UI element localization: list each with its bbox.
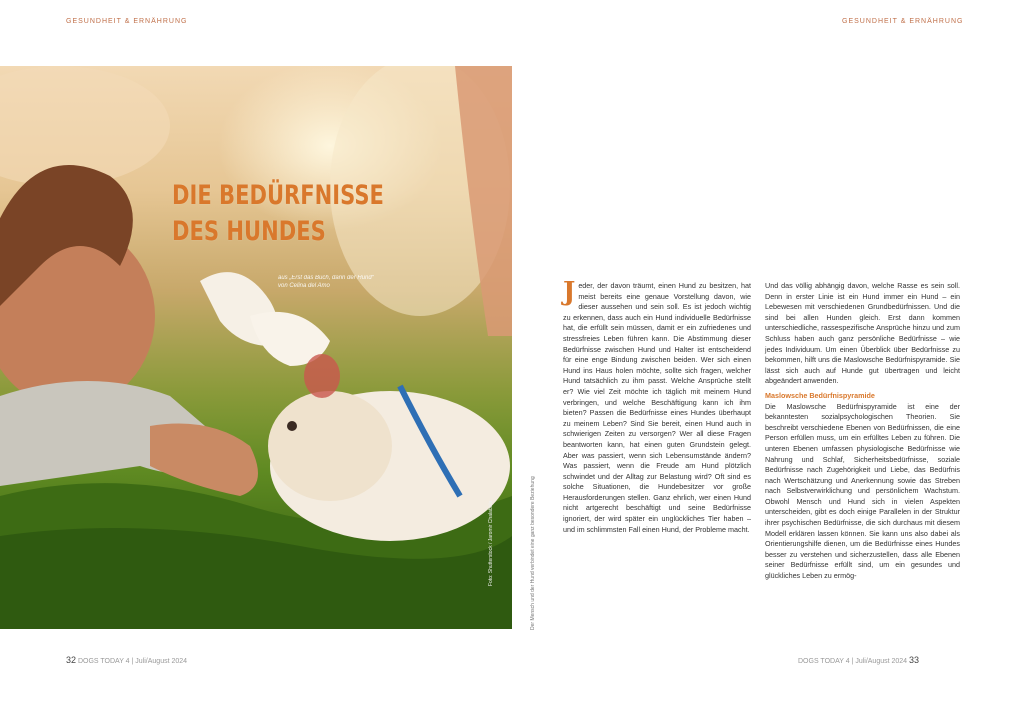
subtitle-source: aus „Erst das Buch, dann der Hund“	[278, 275, 374, 281]
page-number-right: 33	[909, 655, 920, 665]
drop-cap: J	[563, 277, 576, 307]
photo-illustration	[0, 66, 512, 629]
section-subhead: Maslowsche Bedürfnispyramide	[765, 390, 875, 400]
text-column-1	[563, 277, 751, 535]
article-subtitle	[278, 274, 374, 290]
column-2-body-a: Und das völlig abhängig davon, welche Rasse es sein soll. Denn in erster Linie ist ein Hund immer ein Hund – ein Lebewesen mit verschiedenen Grundbedürfnissen. Und die sind bei allen Hunden gleich. Erst dann kommen unterschiedliche, rassespezifische Ansprüche hinzu und zum Schluss haben auch ganz persönliche Bedürfnisse – wie jedes Individuum. Um einen Überblick über Bedürfnisse zu bekommen, hilft uns die Maslowsche Bedürfnispyramide. Sie lässt sich auch auf Hunde gut übertragen und leicht abgeändert anwenden.	[765, 281, 960, 386]
page-number-left: 32	[66, 655, 77, 665]
side-caption: Der Mensch und der Hund verbindet eine ganz besondere Beziehung	[530, 476, 536, 630]
footer-left	[66, 655, 187, 665]
article-title-line2: DES HUNDES	[172, 216, 326, 247]
article-title	[172, 178, 384, 250]
photo-credit: Foto: Shutterstock / Jaromir Chalabala	[488, 500, 494, 586]
footer-right-text: DOGS TODAY 4 | Juli/August 2024	[798, 658, 908, 665]
footer-left-text: DOGS TODAY 4 | Juli/August 2024	[77, 658, 188, 665]
running-head-left: GESUNDHEIT & ERNÄHRUNG	[66, 18, 188, 25]
footer-right	[798, 655, 919, 665]
running-head-right: GESUNDHEIT & ERNÄHRUNG	[842, 18, 964, 25]
text-column-2	[765, 281, 960, 582]
column-1-body: eder, der davon träumt, einen Hund zu besitzen, hat meist bereits eine genaue Vorstellung davon, wie dieser aussehen und sein soll. Es ist jedoch wichtig zu erkennen, dass auch ein Hund individuelle Bedürfnisse hat, die erfüllt sein müssen, damit er ein zufriedenes und stressfreies Leben führen kann. Die Abstimmung dieser Bedürfnisse zwischen Hund und Halter ist entscheidend für eine enge Bindung zwischen beiden. Wer sich einen Hund ins Haus holen möchte, sollte sich fragen, welcher Hund tatsächlich zu ihm passt. Welche Ansprüche stellt er? Wie viel Zeit möchte ich täglich mit meinem Hund verbringen, und welche Beschäftigung kann ich ihm bieten? Passen die Bedürfnisse eines Hundes überhaupt zu meinem Leben? Sind Sie bereit, einen Hund auch in schwierigen Zeiten zu versorgen? Wer all diese Fragen beantworten kann, hat einen guten Grundstein gelegt. Aber was passiert, wenn sich Lebensumstände ändern? Was passiert, wenn die Freude am Hund plötzlich schwindet und der Alltag zur Belastung wird? Oft sind es solche Situationen, die Hundebesitzer vor große Herausforderungen stellen. Ganz ehrlich, wer einen Hund nicht artgerecht beschäftigt und seine Bedürfnisse ignoriert, der wird später ein unglückliches Tier haben – und im schlimmsten Fall einen Hund, der Probleme macht.	[563, 281, 751, 534]
subtitle-author: von Celina del Amo	[278, 283, 330, 289]
article-title-line1: DIE BEDÜRFNISSE	[172, 180, 384, 211]
hero-photo	[0, 66, 512, 629]
column-2-body-b: Die Maslowsche Bedürfnispyramide ist eine der bekanntesten sozialpsychologischen Theorien. Sie beschreibt verschiedene Ebenen von Bedürfnissen, die eine Person erfüllen muss, um ein erfülltes Leben zu führen. Die unteren Ebenen umfassen physiologische Bedürfnisse wie Nahrung und Schlaf, Sicherheitsbedürfnisse, soziale Bedürfnisse nach Zugehörigkeit und Liebe, das Bedürfnis nach Wertschätzung und Anerkennung sowie das Streben nach Selbstverwirklichung und persönlichem Wachstum. Obwohl Mensch und Hund sich in vielen Aspekten unterscheiden, gibt es doch einige Parallelen in der Struktur ihrer psychischen Bedürfnisse, die sich durchaus mit diesem Modell erklären lassen können. Sie kann uns also dabei als Orientierungshilfe dienen, um die Bedürfnisse eines Hundes besser zu verstehen und sicherzustellen, dass alle Ebenen seiner Bedürfnisse erfüllt sind, um ein gesundes und glückliches Leben zu ermög-	[765, 401, 960, 581]
